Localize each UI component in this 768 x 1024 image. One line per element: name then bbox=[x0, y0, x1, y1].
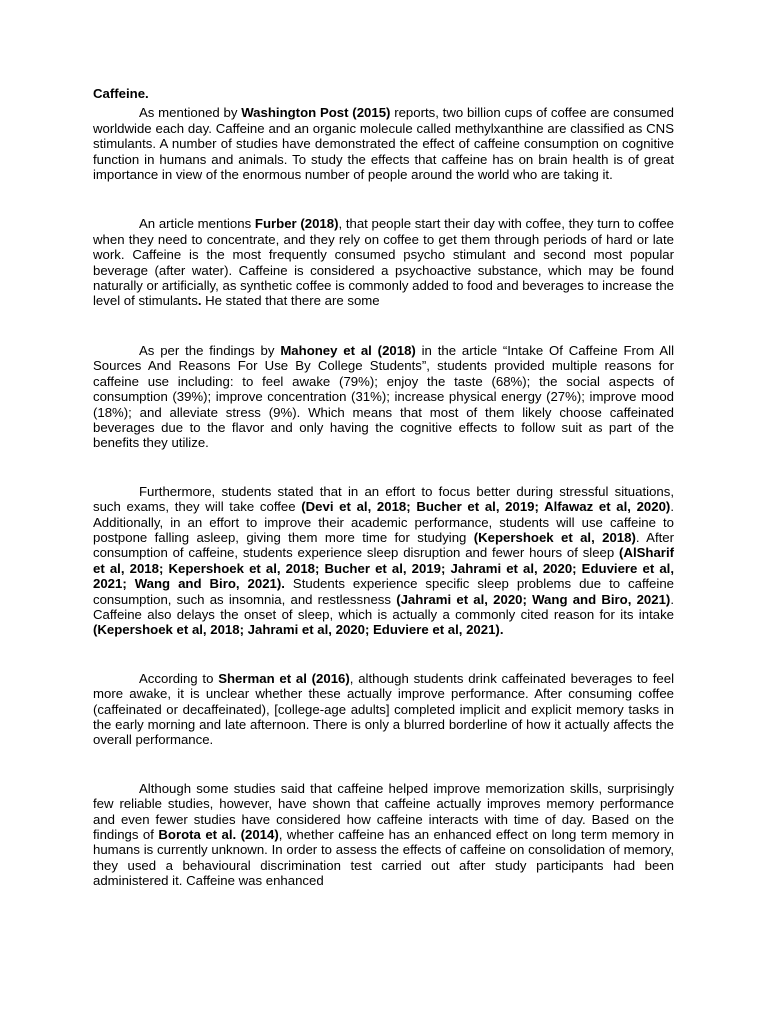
paragraph-sherman bbox=[93, 671, 674, 748]
paragraph-text: Students experience specific sleep problems due to caffeine consumption, such as insomnia, and restlessness bbox=[93, 576, 674, 607]
citation: Furber (2018) bbox=[254, 216, 339, 232]
paragraph-text: . Caffeine also delays the onset of sleep, which is actually a commonly cited reason for its intake bbox=[93, 591, 674, 622]
paragraph-text: An article mentions bbox=[139, 216, 255, 232]
paragraph-mahoney bbox=[93, 343, 674, 451]
paragraph-text: , although students drink caffeinated beverages to feel more awake, it is unclear whether these actually improve performance. After consuming coffee (caffeinated or decaffeinated), [college-age adults] completed implicit and explicit memory tasks in the early morning and late afternoon. There is only a blurred borderline of how it actually affects the overall performance. bbox=[93, 670, 674, 748]
paragraph-text: , whether caffeine has an enhanced effect on long term memory in humans is currently unknown. In order to assess the effects of caffeine on consolidation of memory, they used a behavioural discrimination test carried out after study participants had been administered it. Caffeine was enhanced bbox=[93, 827, 675, 889]
paragraph-text: in the article “Intake Of Caffeine From All Sources And Reasons For Use By College Students”, students provided multiple reasons for caffeine use including: to feel awake (79%); enjoy the taste (68%); the social aspects of consumption (39%); improve concentration (31%); increase physical energy (27%); improve mood (18%); and alleviate stress (9%). Which means that most of them likely choose caffeinated beverages due to the flavor and only having the cognitive effects to follow suit as part of the benefits they utilize. bbox=[93, 342, 674, 451]
paragraph-text: Furthermore, students stated that in an effort to focus better during stressful situations, such exams, they will take coffee bbox=[93, 483, 674, 515]
paragraph-text: Although some studies said that caffeine helped improve memorization skills, surprisingly few reliable studies, however, have shown that caffeine actually improves memory performance and even fewer studies have considered how caffeine interacts with time of day. Based on the findings of bbox=[93, 780, 674, 843]
paragraph-spacer bbox=[93, 182, 674, 216]
paragraph-spacer bbox=[93, 748, 674, 781]
paragraph-spacer bbox=[93, 638, 674, 671]
citation: (AlSharif et al, 2018; Kepershoek et al, 2018; Bucher et al, 2019; Jahrami et al, 2020; Eduviere et al, 2021; Wang and Biro, 2021). bbox=[93, 545, 674, 592]
citation: Sherman et al (2016) bbox=[218, 670, 350, 686]
document-page bbox=[93, 86, 674, 889]
paragraph-spacer bbox=[93, 309, 674, 343]
paragraph-borota bbox=[93, 781, 674, 889]
document-heading: Caffeine. bbox=[93, 86, 149, 101]
paragraph-text: According to bbox=[139, 670, 219, 686]
citation: (Jahrami et al, 2020; Wang and Biro, 2021) bbox=[396, 591, 671, 607]
paragraph-text: , that people start their day with coffee, they turn to coffee when they need to concentrate, and they rely on coffee to get them through periods of hard or late work. Caffeine is the most frequently consumed psycho stimulant and second most popular beverage (after water). Caffeine is considered a psychoactive substance, which may be found naturally or artificially, as synthetic coffee is commonly added to food and beverages to increase the level of stimulants bbox=[93, 216, 674, 309]
paragraph-washington-post bbox=[93, 105, 674, 182]
paragraph-text: As mentioned by bbox=[139, 105, 242, 121]
citation: (Devi et al, 2018; Bucher et al, 2019; Alfawaz et al, 2020) bbox=[301, 499, 671, 515]
paragraph-text: . Additionally, in an effort to improve their academic performance, students will use caffeine to postpone falling asleep, giving them more time for studying bbox=[93, 499, 674, 545]
paragraph-text: He stated that there are some bbox=[201, 293, 380, 309]
paragraph-spacer bbox=[93, 451, 674, 484]
citation: Mahoney et al (2018) bbox=[280, 342, 416, 358]
citation: Borota et al. (2014) bbox=[158, 827, 279, 843]
paragraph-text: As per the findings by bbox=[139, 342, 281, 358]
citation: (Kepershoek et al, 2018) bbox=[473, 529, 636, 545]
paragraph-text: reports, two billion cups of coffee are consumed worldwide each day. Caffeine and an organic molecule called methylxanthine are classified as CNS stimulants. A number of studies have demonstrated the effect of caffeine consumption on cognitive function in humans and animals. To study the effects that caffeine has on brain health is of great importance in view of the enormous number of people around the world who are taking it. bbox=[93, 105, 674, 183]
citation: (Kepershoek et al, 2018; Jahrami et al, 2020; Eduviere et al, 2021). bbox=[93, 622, 504, 638]
bold-period: . bbox=[197, 293, 202, 309]
paragraph-furthermore bbox=[93, 484, 674, 638]
citation: Washington Post (2015) bbox=[241, 105, 391, 121]
paragraph-furber bbox=[93, 216, 674, 308]
paragraph-text: . After consumption of caffeine, students experience sleep disruption and fewer hours of sleep bbox=[93, 529, 674, 561]
